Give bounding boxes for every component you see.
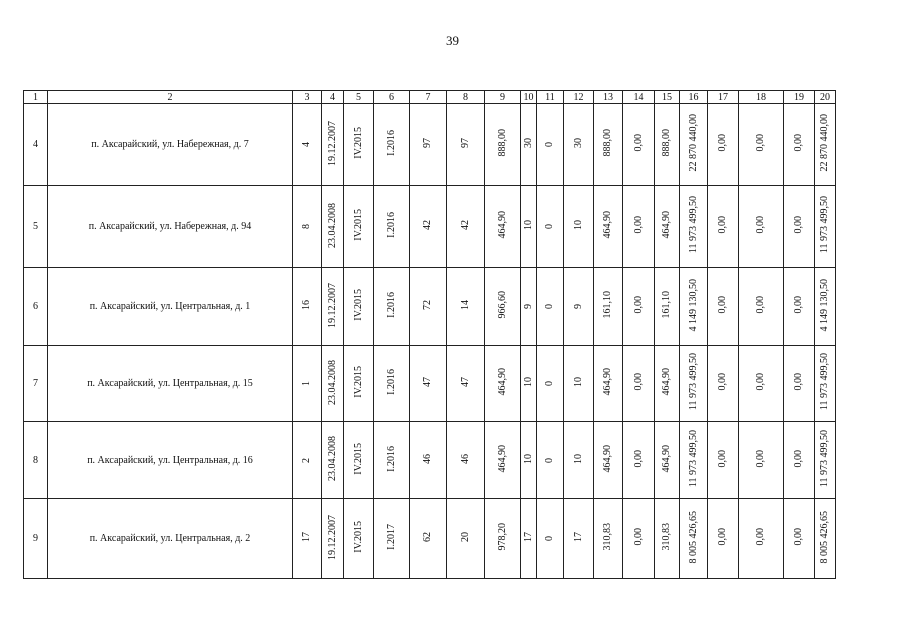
- cell-value: 0,00: [632, 216, 644, 234]
- value-cell: [374, 104, 410, 186]
- value-cell: [447, 268, 485, 346]
- column-number-cell: 16: [680, 91, 708, 104]
- cell-value: 0,00: [717, 449, 728, 468]
- cell-value: 0,00: [717, 296, 728, 314]
- column-number-row: [24, 91, 836, 104]
- value-cell: [564, 499, 594, 579]
- cell-value: 10: [522, 453, 534, 464]
- table-row: [24, 346, 836, 422]
- cell-value: 0,00: [793, 373, 804, 391]
- cell-value: 0,00: [717, 134, 728, 152]
- address-cell: п. Аксарайский, ул. Центральная, д. 2: [48, 499, 293, 579]
- row-number-cell: 8: [24, 422, 48, 499]
- cell-value: I.2016: [385, 292, 397, 318]
- value-cell: [293, 346, 322, 422]
- table-row: [24, 186, 836, 268]
- cell-value: 0,00: [717, 528, 728, 546]
- value-cell: [655, 186, 680, 268]
- cell-value: IV.2015: [352, 442, 364, 475]
- value-cell: [344, 346, 374, 422]
- cell-value: 464,90: [496, 211, 508, 239]
- value-cell: [293, 499, 322, 579]
- value-cell: [623, 422, 655, 499]
- cell-value: 17: [522, 532, 534, 542]
- cell-value: 97: [422, 138, 433, 148]
- cell-value: 23.04.2008: [326, 359, 338, 405]
- value-cell: [739, 346, 784, 422]
- value-cell: [293, 186, 322, 268]
- value-cell: [293, 268, 322, 346]
- cell-value: 0,00: [717, 373, 728, 391]
- value-cell: [374, 268, 410, 346]
- value-cell: [655, 346, 680, 422]
- value-cell: [594, 346, 623, 422]
- value-cell: [447, 422, 485, 499]
- value-cell: [564, 186, 594, 268]
- column-number-cell: 6: [374, 91, 410, 104]
- cell-value: 464,90: [496, 444, 508, 473]
- value-cell: [594, 422, 623, 499]
- value-cell: [322, 346, 344, 422]
- value-cell: [815, 422, 836, 499]
- value-cell: [344, 422, 374, 499]
- value-cell: [594, 499, 623, 579]
- cell-value: 16: [301, 300, 312, 310]
- row-number-cell: 7: [24, 346, 48, 422]
- value-cell: [708, 346, 739, 422]
- value-cell: [655, 499, 680, 579]
- value-cell: [784, 422, 815, 499]
- value-cell: [815, 346, 836, 422]
- cell-value: 0,00: [755, 134, 766, 152]
- value-cell: [708, 499, 739, 579]
- row-number-cell: 6: [24, 268, 48, 346]
- table-row: [24, 268, 836, 346]
- value-cell: [537, 346, 564, 422]
- cell-value: 47: [422, 377, 433, 387]
- cell-value: 10: [522, 220, 534, 230]
- cell-value: 62: [422, 532, 433, 542]
- value-cell: [410, 422, 447, 499]
- value-cell: [447, 104, 485, 186]
- column-number-cell: 19: [784, 91, 815, 104]
- value-cell: [521, 268, 537, 346]
- address-cell: п. Аксарайский, ул. Набережная, д. 94: [48, 186, 293, 268]
- value-cell: [623, 104, 655, 186]
- value-cell: [564, 346, 594, 422]
- cell-value: 11 973 499,50: [819, 353, 830, 411]
- cell-value: 464,90: [661, 444, 672, 473]
- value-cell: [739, 104, 784, 186]
- cell-value: 0: [544, 224, 555, 229]
- cell-value: 464,90: [496, 368, 508, 396]
- cell-value: 161,10: [602, 291, 613, 319]
- cell-value: 0,00: [793, 449, 804, 468]
- table-row: [24, 499, 836, 579]
- value-cell: [708, 186, 739, 268]
- cell-value: 0,00: [793, 216, 804, 234]
- column-number-cell: 9: [485, 91, 521, 104]
- value-cell: [815, 186, 836, 268]
- cell-value: IV.2015: [352, 289, 364, 321]
- cell-value: 0: [544, 457, 555, 463]
- cell-value: 4: [301, 142, 312, 147]
- value-cell: [708, 268, 739, 346]
- value-cell: [537, 186, 564, 268]
- value-cell: [537, 268, 564, 346]
- cell-value: 464,90: [602, 368, 613, 396]
- value-cell: [739, 186, 784, 268]
- cell-value: 0,00: [632, 134, 644, 152]
- cell-value: 22 870 440,00: [687, 114, 699, 172]
- cell-value: 46: [459, 453, 471, 464]
- cell-value: 11 973 499,50: [819, 429, 830, 488]
- cell-value: I.2017: [385, 524, 397, 550]
- value-cell: [485, 186, 521, 268]
- value-cell: [322, 104, 344, 186]
- cell-value: 8 005 426,65: [687, 510, 699, 564]
- value-cell: [447, 346, 485, 422]
- value-cell: [537, 422, 564, 499]
- cell-value: 0,00: [793, 528, 804, 546]
- value-cell: [485, 104, 521, 186]
- value-cell: [784, 104, 815, 186]
- value-cell: [564, 268, 594, 346]
- column-number-cell: 2: [48, 91, 293, 104]
- cell-value: 19.12.2007: [326, 120, 338, 166]
- table-row: [24, 422, 836, 499]
- cell-value: 20: [459, 532, 471, 542]
- column-number-cell: 8: [447, 91, 485, 104]
- cell-value: 464,90: [602, 444, 613, 473]
- cell-value: 17: [572, 532, 584, 542]
- column-number-cell: 14: [623, 91, 655, 104]
- value-cell: [344, 499, 374, 579]
- value-cell: [594, 104, 623, 186]
- row-number-cell: 9: [24, 499, 48, 579]
- cell-value: 0: [544, 142, 555, 147]
- value-cell: [374, 186, 410, 268]
- table-row: [24, 104, 836, 186]
- value-cell: [623, 499, 655, 579]
- value-cell: [623, 186, 655, 268]
- cell-value: 19.12.2007: [326, 514, 338, 560]
- cell-value: 0,00: [755, 449, 766, 468]
- value-cell: [655, 422, 680, 499]
- cell-value: 888,00: [602, 129, 613, 157]
- cell-value: 0: [544, 536, 555, 541]
- cell-value: IV.2015: [352, 127, 364, 159]
- cell-value: IV.2015: [352, 521, 364, 553]
- value-cell: [447, 499, 485, 579]
- cell-value: 10: [572, 453, 584, 464]
- value-cell: [322, 186, 344, 268]
- cell-value: 22 870 440,00: [819, 114, 830, 172]
- address-cell: п. Аксарайский, ул. Центральная, д. 16: [48, 422, 293, 499]
- address-cell: п. Аксарайский, ул. Набережная, д. 7: [48, 104, 293, 186]
- cell-value: 17: [301, 532, 312, 542]
- column-number-cell: 1: [24, 91, 48, 104]
- value-cell: [485, 268, 521, 346]
- value-cell: [784, 346, 815, 422]
- cell-value: 0,00: [755, 296, 766, 314]
- value-cell: [594, 268, 623, 346]
- value-cell: [815, 104, 836, 186]
- cell-value: 4 149 130,50: [687, 278, 699, 332]
- value-cell: [322, 499, 344, 579]
- value-cell: [564, 104, 594, 186]
- value-cell: [680, 422, 708, 499]
- value-cell: [322, 268, 344, 346]
- cell-value: 9: [572, 304, 584, 309]
- cell-value: 161,10: [661, 291, 672, 319]
- row-number-cell: 4: [24, 104, 48, 186]
- value-cell: [374, 422, 410, 499]
- value-cell: [293, 422, 322, 499]
- cell-value: 0,00: [632, 296, 644, 314]
- value-cell: [521, 346, 537, 422]
- cell-value: 42: [459, 220, 471, 230]
- value-cell: [521, 186, 537, 268]
- column-number-cell: 5: [344, 91, 374, 104]
- cell-value: IV.2015: [352, 209, 364, 241]
- value-cell: [680, 186, 708, 268]
- value-cell: [564, 422, 594, 499]
- value-cell: [485, 422, 521, 499]
- cell-value: 8 005 426,65: [819, 510, 830, 564]
- cell-value: 19.12.2007: [326, 282, 338, 328]
- cell-value: 4 149 130,50: [819, 278, 830, 332]
- value-cell: [537, 104, 564, 186]
- column-number-cell: 13: [594, 91, 623, 104]
- value-cell: [784, 186, 815, 268]
- address-cell: п. Аксарайский, ул. Центральная, д. 15: [48, 346, 293, 422]
- cell-value: 464,90: [602, 211, 613, 239]
- cell-value: I.2016: [385, 212, 397, 238]
- value-cell: [708, 104, 739, 186]
- column-number-cell: 10: [521, 91, 537, 104]
- address-cell: п. Аксарайский, ул. Центральная, д. 1: [48, 268, 293, 346]
- cell-value: 0,00: [755, 528, 766, 546]
- row-number-cell: 5: [24, 186, 48, 268]
- value-cell: [410, 268, 447, 346]
- cell-value: 30: [572, 138, 584, 148]
- value-cell: [623, 268, 655, 346]
- value-cell: [521, 104, 537, 186]
- cell-value: 46: [422, 453, 433, 464]
- value-cell: [655, 268, 680, 346]
- value-cell: [410, 104, 447, 186]
- value-cell: [293, 104, 322, 186]
- value-cell: [485, 346, 521, 422]
- cell-value: 23.04.2008: [326, 202, 338, 248]
- cell-value: 10: [572, 220, 584, 230]
- value-cell: [374, 499, 410, 579]
- cell-value: 8: [301, 224, 312, 229]
- page-number: 39: [446, 33, 459, 48]
- value-cell: [784, 499, 815, 579]
- value-cell: [784, 268, 815, 346]
- cell-value: 1: [301, 381, 312, 386]
- value-cell: [322, 422, 344, 499]
- cell-value: 966,60: [496, 291, 508, 319]
- cell-value: 23.04.2008: [326, 436, 338, 481]
- cell-value: 0: [544, 304, 555, 309]
- cell-value: 11 973 499,50: [687, 196, 699, 254]
- value-cell: [410, 346, 447, 422]
- value-cell: [680, 104, 708, 186]
- register-table: [23, 90, 836, 579]
- cell-value: 888,00: [661, 129, 672, 157]
- column-number-cell: 4: [322, 91, 344, 104]
- value-cell: [344, 104, 374, 186]
- cell-value: 310,83: [661, 523, 672, 551]
- column-number-cell: 15: [655, 91, 680, 104]
- value-cell: [521, 422, 537, 499]
- value-cell: [623, 346, 655, 422]
- value-cell: [739, 268, 784, 346]
- cell-value: I.2016: [385, 445, 397, 472]
- value-cell: [655, 104, 680, 186]
- cell-value: I.2016: [385, 369, 397, 395]
- cell-value: 464,90: [661, 368, 672, 396]
- cell-value: 0,00: [632, 373, 644, 391]
- cell-value: 11 973 499,50: [819, 196, 830, 254]
- column-number-cell: 20: [815, 91, 836, 104]
- cell-value: 0,00: [793, 296, 804, 314]
- value-cell: [739, 499, 784, 579]
- value-cell: [708, 422, 739, 499]
- column-number-cell: 7: [410, 91, 447, 104]
- column-number-cell: 17: [708, 91, 739, 104]
- value-cell: [680, 346, 708, 422]
- cell-value: 0,00: [717, 216, 728, 234]
- cell-value: 2: [301, 457, 312, 463]
- column-number-cell: 11: [537, 91, 564, 104]
- cell-value: 10: [572, 377, 584, 387]
- value-cell: [594, 186, 623, 268]
- cell-value: 888,00: [496, 129, 508, 157]
- cell-value: 978,20: [496, 523, 508, 551]
- cell-value: 14: [459, 300, 471, 310]
- value-cell: [739, 422, 784, 499]
- cell-value: 9: [522, 304, 534, 309]
- value-cell: [537, 499, 564, 579]
- value-cell: [344, 186, 374, 268]
- cell-value: 0,00: [793, 134, 804, 152]
- cell-value: 0,00: [632, 449, 644, 468]
- value-cell: [344, 268, 374, 346]
- value-cell: [447, 186, 485, 268]
- column-number-cell: 12: [564, 91, 594, 104]
- value-cell: [410, 499, 447, 579]
- column-number-cell: 3: [293, 91, 322, 104]
- cell-value: 0,00: [632, 528, 644, 546]
- value-cell: [815, 268, 836, 346]
- cell-value: I.2016: [385, 130, 397, 156]
- value-cell: [815, 499, 836, 579]
- value-cell: [485, 499, 521, 579]
- value-cell: [410, 186, 447, 268]
- cell-value: 0: [544, 381, 555, 386]
- value-cell: [374, 346, 410, 422]
- cell-value: 47: [459, 377, 471, 387]
- cell-value: 11 973 499,50: [687, 353, 699, 411]
- column-number-cell: 18: [739, 91, 784, 104]
- cell-value: 310,83: [602, 523, 613, 551]
- cell-value: 11 973 499,50: [687, 429, 699, 488]
- cell-value: 72: [422, 300, 433, 310]
- cell-value: 42: [422, 220, 433, 230]
- value-cell: [680, 499, 708, 579]
- cell-value: 10: [522, 377, 534, 387]
- cell-value: 464,90: [661, 211, 672, 239]
- cell-value: IV.2015: [352, 366, 364, 398]
- cell-value: 0,00: [755, 373, 766, 391]
- cell-value: 0,00: [755, 216, 766, 234]
- cell-value: 97: [459, 138, 471, 148]
- value-cell: [521, 499, 537, 579]
- value-cell: [680, 268, 708, 346]
- cell-value: 30: [522, 138, 534, 148]
